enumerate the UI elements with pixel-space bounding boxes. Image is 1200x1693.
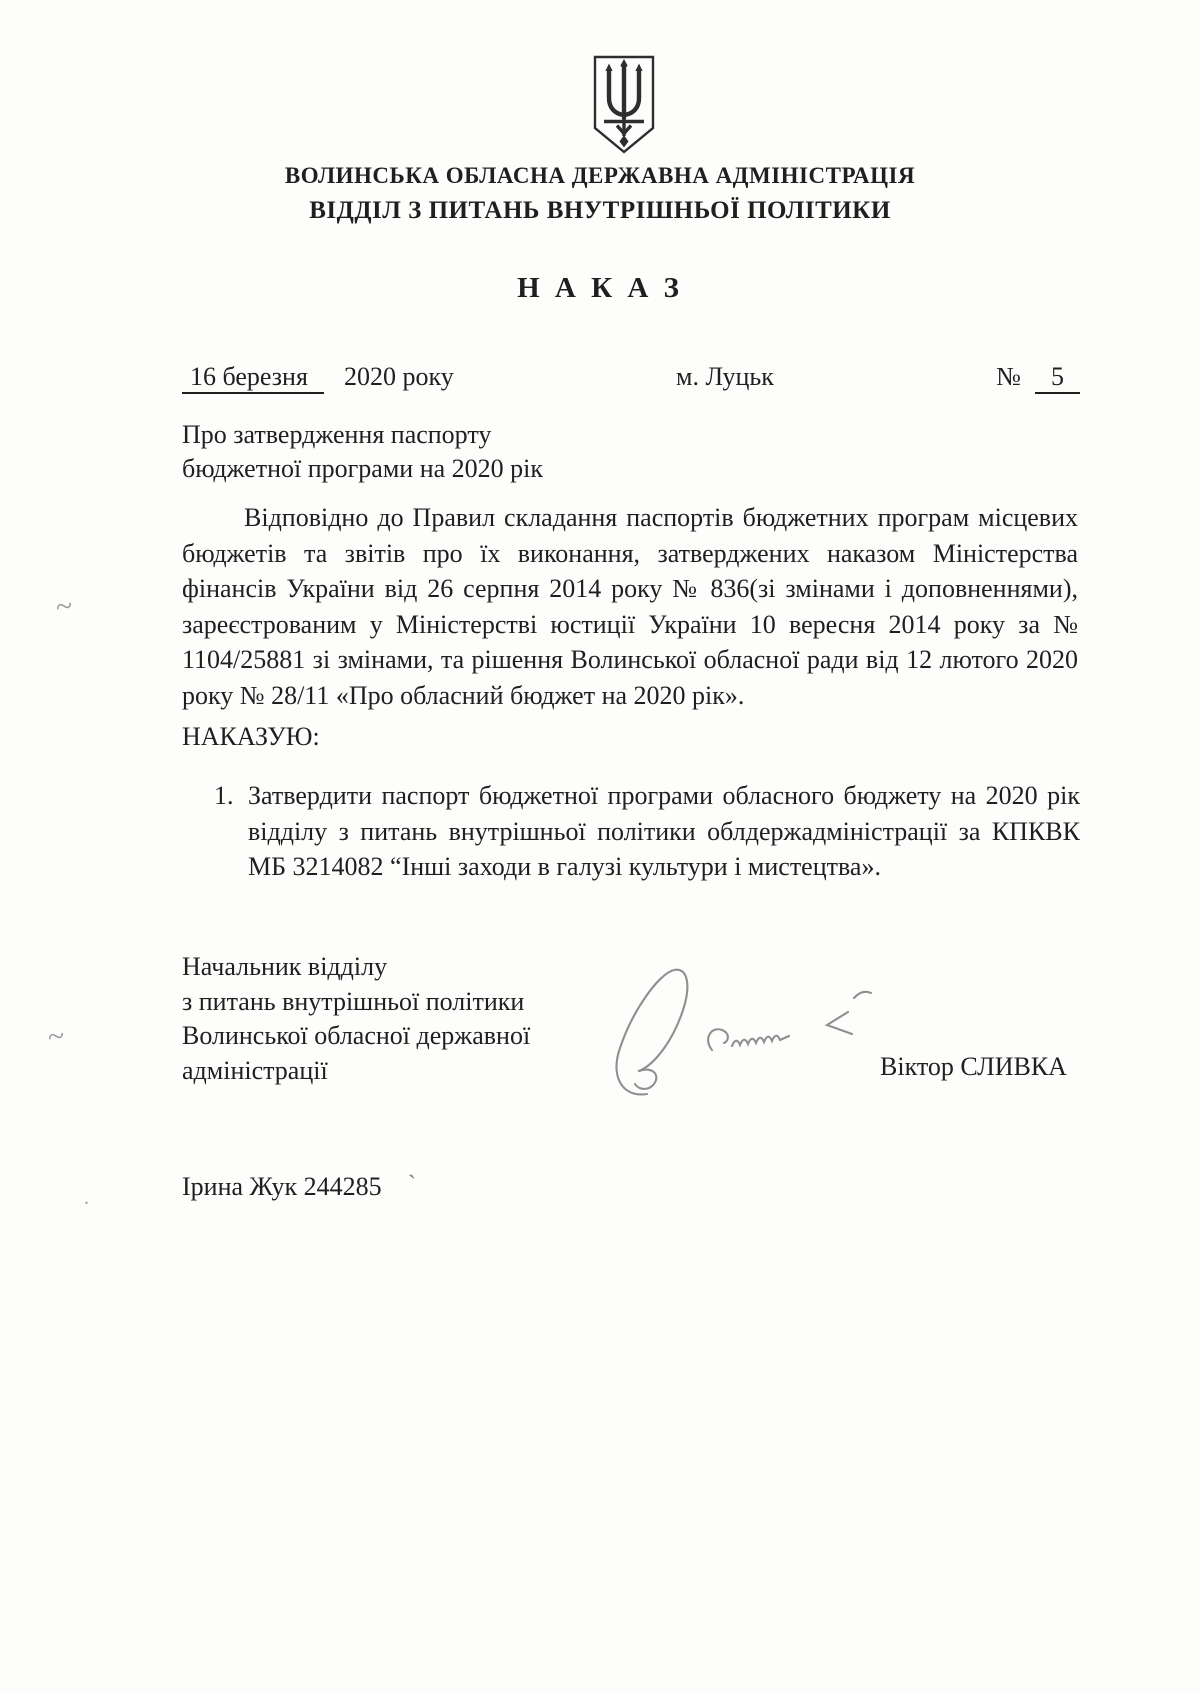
signature-position-block xyxy=(182,950,530,1088)
subject-line-2: бюджетної програми на 2020 рік xyxy=(182,454,544,483)
order-number: 5 xyxy=(1035,362,1080,394)
executor-line: Ірина Жук 244285 xyxy=(182,1172,382,1201)
date-place-number-row xyxy=(182,362,1080,392)
number-group xyxy=(996,362,1080,392)
position-line: Волинської обласної державної xyxy=(182,1021,531,1050)
position-line: з питань внутрішньої політики xyxy=(182,986,525,1016)
ukraine-tryzub-shield-icon xyxy=(586,54,662,158)
scan-artifact-tilde: ~ xyxy=(46,1019,66,1054)
scan-artifact-tilde: ~ xyxy=(54,589,74,624)
order-item-1 xyxy=(214,778,1080,885)
body-paragraph: Відповідно до Правил складання паспортів бюджетних програм місцевих бюджетів та звітів про їх виконання, затверджених наказом Міністерства фінансів України від 26 серпня 2014 року № 836(зі змінами і доповненнями), зареєстрованим у Міністерстві юстиції України 10 вересня 2014 року за № 1104/25881 зі змінами, та рішення Волинської обласної ради від 12 лютого 2020 року № 28/11 «Про обласний бюджет на 2020 рік». xyxy=(182,503,1078,710)
date-value: 16 березня xyxy=(182,362,324,394)
order-item-text: Затвердити паспорт бюджетної програми обласного бюджету на 2020 рік відділу з питань внутрішньої політики облдержадміністрації за КПКВК МБ 3214082 “Інші заходи в галузі культури і мистецтва». xyxy=(248,781,1080,881)
document-type-title: Н А К А З xyxy=(517,272,683,304)
number-sign: № xyxy=(996,362,1021,391)
org-name: ВОЛИНСЬКА ОБЛАСНА ДЕРЖАВНА АДМІНІСТРАЦІЯ xyxy=(284,163,916,188)
position-line: Начальник відділу xyxy=(182,952,388,981)
place-name: м. Луцьк xyxy=(676,362,774,391)
subject-block xyxy=(182,418,543,486)
subject-line-1: Про затвердження паспорту xyxy=(182,420,492,449)
date-group xyxy=(182,362,454,392)
order-item-number: 1. xyxy=(214,781,234,810)
pen-tick-mark: ˋ xyxy=(408,1172,416,1198)
date-year: 2020 року xyxy=(343,362,454,391)
signer-name: Віктор СЛИВКА xyxy=(880,1052,1067,1081)
department-name: ВІДДІЛ З ПИТАНЬ ВНУТРІШНЬОЇ ПОЛІТИКИ xyxy=(309,197,891,224)
handwritten-signature xyxy=(592,952,892,1102)
scan-artifact-dot: . xyxy=(84,1187,89,1209)
order-word: НАКАЗУЮ: xyxy=(182,722,320,751)
position-line: адміністрації xyxy=(182,1055,328,1085)
